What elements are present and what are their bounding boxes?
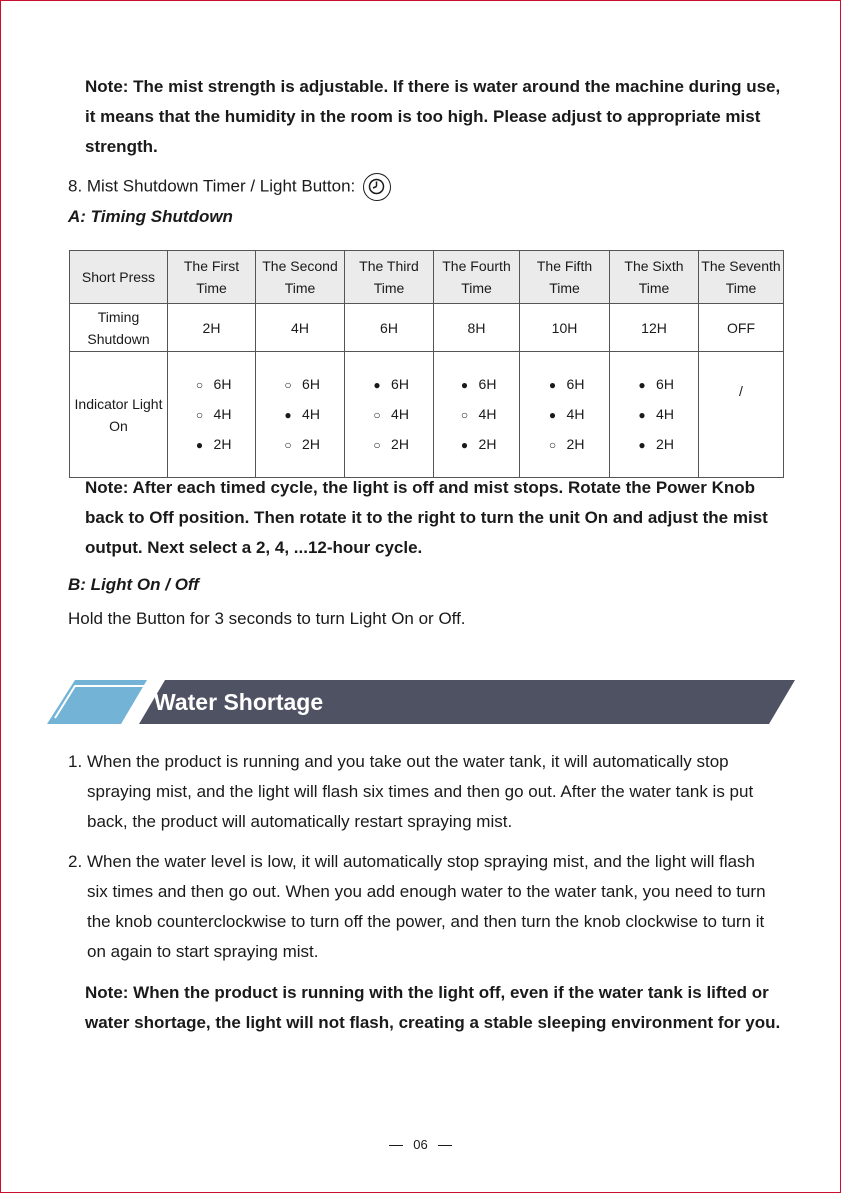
light-off-icon: ○ xyxy=(373,437,381,452)
light-off-icon: ○ xyxy=(460,407,469,422)
shutdown-cell: 12H xyxy=(610,304,699,352)
shutdown-cell: 4H xyxy=(256,304,345,352)
page-number: 06 xyxy=(413,1137,428,1152)
indicator-level-label: 6H xyxy=(213,375,232,392)
indicator-level-label: 4H xyxy=(213,405,232,422)
table-header-cell: The Sixth Time xyxy=(610,251,699,304)
shutdown-cell: OFF xyxy=(699,304,784,352)
section-b-text: Hold the Button for 3 seconds to turn Light On or Off. xyxy=(68,609,466,628)
indicator-light xyxy=(369,370,409,400)
indicator-level-label: 2H xyxy=(213,435,232,452)
indicator-cell xyxy=(520,352,610,478)
note-mist-strength: Note: The mist strength is adjustable. If there is water around the machine during use, it means that the humidity in the room is too high. Please adjust to appropriate mist strength. xyxy=(85,77,781,156)
indicator-cell xyxy=(256,352,345,478)
table-row-shutdown xyxy=(70,304,784,352)
shutdown-cell: 8H xyxy=(434,304,520,352)
indicator-cell xyxy=(168,352,256,478)
indicator-cell xyxy=(345,352,434,478)
list-item-number: 2. xyxy=(68,852,83,871)
table-header-cell: The Second Time xyxy=(256,251,345,304)
light-on-icon: ● xyxy=(373,377,381,392)
light-off-icon: ○ xyxy=(284,437,292,452)
indicator-list xyxy=(545,370,585,460)
list-item-text: When the product is running and you take out the water tank, it will automatically stop spraying mist, and the light will flash six times and then go out. After the water tank is put back, the product will automatically restart spraying mist. xyxy=(87,752,754,831)
indicator-level-label: 2H xyxy=(478,435,497,452)
section-b-title: B: Light On / Off xyxy=(68,575,199,594)
table-header-cell: The Fourth Time xyxy=(434,251,520,304)
table-header-row xyxy=(70,251,784,304)
table-header-cell: The Seventh Time xyxy=(699,251,784,304)
indicator-light xyxy=(369,430,409,460)
indicator-level-label: 2H xyxy=(302,435,320,452)
page-footer xyxy=(1,1137,840,1152)
indicator-level-label: 4H xyxy=(656,405,674,422)
indicator-list xyxy=(280,370,320,460)
indicator-light xyxy=(192,430,232,460)
light-on-icon: ● xyxy=(638,437,646,452)
indicator-list xyxy=(192,370,232,460)
clock-icon xyxy=(363,173,391,201)
indicator-level-label: 4H xyxy=(478,405,497,422)
indicator-list xyxy=(369,370,409,460)
light-on-icon: ● xyxy=(284,407,292,422)
light-on-icon: ● xyxy=(548,407,557,422)
indicator-light xyxy=(634,370,674,400)
indicator-level-label: 2H xyxy=(656,435,674,452)
indicator-level-label: 4H xyxy=(302,405,320,422)
indicator-light xyxy=(545,400,585,430)
light-off-icon: ○ xyxy=(548,437,557,452)
note-light-off: Note: When the product is running with the light off, even if the water tank is lifted or water shortage, the light will not flash, creating a stable sleeping environment for you. xyxy=(85,983,781,1032)
light-on-icon: ● xyxy=(460,437,469,452)
light-off-icon: ○ xyxy=(195,407,204,422)
indicator-list xyxy=(457,370,497,460)
indicator-cell xyxy=(434,352,520,478)
indicator-light xyxy=(457,430,497,460)
indicator-level-label: 2H xyxy=(391,435,409,452)
banner-title: Water Shortage xyxy=(154,689,324,715)
indicator-last-cell: / xyxy=(699,352,784,478)
shutdown-cell: 2H xyxy=(168,304,256,352)
indicator-level-label: 6H xyxy=(656,375,674,392)
indicator-light xyxy=(280,400,320,430)
indicator-level-label: 4H xyxy=(391,405,409,422)
indicator-level-label: 4H xyxy=(566,405,585,422)
indicator-light xyxy=(280,430,320,460)
table-row-indicator xyxy=(70,352,784,478)
indicator-cell xyxy=(610,352,699,478)
shutdown-cell: 6H xyxy=(345,304,434,352)
indicator-level-label: 6H xyxy=(566,375,585,392)
light-on-icon: ● xyxy=(195,437,204,452)
indicator-list xyxy=(634,370,674,460)
indicator-level-label: 6H xyxy=(391,375,409,392)
indicator-light xyxy=(634,400,674,430)
footer-dash xyxy=(438,1145,452,1146)
indicator-light xyxy=(280,370,320,400)
indicator-light xyxy=(457,400,497,430)
section-a-title: A: Timing Shutdown xyxy=(68,207,233,226)
table-header-label: Short Press xyxy=(70,251,168,304)
table-header-cell: The Fifth Time xyxy=(520,251,610,304)
list-item xyxy=(68,847,778,967)
table-header-cell: The Third Time xyxy=(345,251,434,304)
list-item-text: When the water level is low, it will automatically stop spraying mist, and the light will flash six times and then go out. When you add enough water to the water tank, you need to turn the knob counterclockwise to turn off the power, and then turn the knob clockwise to turn it on again to start spraying mist. xyxy=(87,852,766,961)
indicator-level-label: 2H xyxy=(566,435,585,452)
light-off-icon: ○ xyxy=(373,407,381,422)
shutdown-cell: 10H xyxy=(520,304,610,352)
light-on-icon: ● xyxy=(638,377,646,392)
list-item xyxy=(68,747,778,837)
light-on-icon: ● xyxy=(548,377,557,392)
indicator-level-label: 6H xyxy=(302,375,320,392)
indicator-light xyxy=(369,400,409,430)
light-on-icon: ● xyxy=(638,407,646,422)
table-header-cell: The First Time xyxy=(168,251,256,304)
timer-button-heading xyxy=(68,173,391,201)
footer-dash xyxy=(389,1145,403,1146)
indicator-light xyxy=(545,370,585,400)
indicator-light xyxy=(192,400,232,430)
timer-button-label: 8. Mist Shutdown Timer / Light Button: xyxy=(68,176,356,196)
indicator-light xyxy=(192,370,232,400)
shutdown-row-label: Timing Shutdown xyxy=(70,304,168,352)
indicator-light xyxy=(457,370,497,400)
light-on-icon: ● xyxy=(460,377,469,392)
light-off-icon: ○ xyxy=(195,377,204,392)
list-item-number: 1. xyxy=(68,752,83,771)
indicator-light xyxy=(634,430,674,460)
indicator-level-label: 6H xyxy=(478,375,497,392)
light-off-icon: ○ xyxy=(284,377,292,392)
indicator-row-label: Indicator Light On xyxy=(70,352,168,478)
indicator-light xyxy=(545,430,585,460)
timing-table xyxy=(69,250,784,478)
note-timed-cycle: Note: After each timed cycle, the light is off and mist stops. Rotate the Power Knob back to Off position. Then rotate it to the right to turn the unit On and adjust the mist output. Next select a 2, 4, ...12-hour cycle. xyxy=(85,478,768,557)
